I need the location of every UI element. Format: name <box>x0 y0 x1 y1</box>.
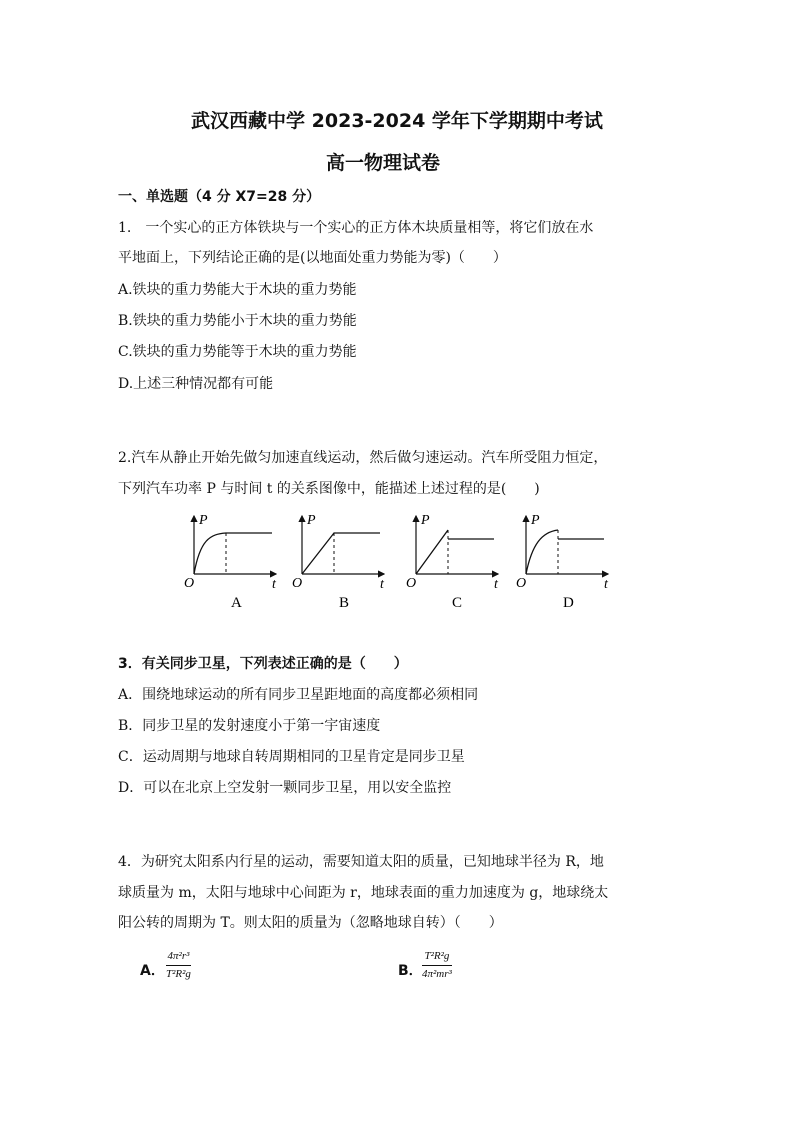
q2-graph-a-label: A <box>231 595 242 611</box>
q2-graph-c-x-label: t <box>494 577 498 592</box>
q4-stem-line3: 阳公转的周期为 T。则太阳的质量为（忽略地球自转）（ ） <box>118 915 503 931</box>
exam-title: 武汉西藏中学 2023-2024 学年下学期期中考试 <box>191 110 603 132</box>
q4-stem-line2: 球质量为 m，太阳与地球中心间距为 r，地球表面的重力加速度为 g，地球绕太 <box>118 885 609 901</box>
q2-graph-b-y-label: P <box>307 513 316 528</box>
q2-graph-options <box>180 510 620 614</box>
q4-stem-line1: 4．为研究太阳系内行星的运动，需要知道太阳的质量，已知地球半径为 R，地 <box>118 854 604 870</box>
q3-option-b: B．同步卫星的发射速度小于第一宇宙速度 <box>118 718 381 734</box>
q4-option-a-numerator: 4π²r³ <box>167 950 190 962</box>
q2-graph-b <box>292 513 385 611</box>
q2-graph-a-y-label: P <box>199 513 208 528</box>
q2-graph-c-y-label: P <box>421 513 430 528</box>
q3-option-a: A．围绕地球运动的所有同步卫星距地面的高度都必须相同 <box>118 687 479 703</box>
q4-option-a-label: A． <box>140 963 165 979</box>
q2-graph-d-x-label: t <box>604 577 608 592</box>
fraction-bar <box>422 965 452 966</box>
q4-option-a-fraction <box>166 950 191 981</box>
q2-graph-b-origin: O <box>292 576 303 591</box>
q2-graph-b-x-label: t <box>380 577 384 592</box>
q4-option-b-denominator: 4π²mr³ <box>422 968 452 980</box>
q4-option-b-fraction <box>422 950 452 981</box>
q2-graph-c-label: C <box>452 595 463 611</box>
q2-graph-d <box>516 513 609 611</box>
q3-stem: 3．有关同步卫星，下列表述正确的是（ ） <box>118 656 408 672</box>
q2-graph-d-y-label: P <box>531 513 540 528</box>
q1-option-b: B.铁块的重力势能小于木块的重力势能 <box>118 313 357 329</box>
q1-stem-line1: 1. 一个实心的正方体铁块与一个实心的正方体木块质量相等，将它们放在水 <box>118 220 594 236</box>
q1-stem-line2: 平地面上，下列结论正确的是(以地面处重力势能为零)（ ） <box>118 250 507 266</box>
q2-stem-line2: 下列汽车功率 P 与时间 t 的关系图像中，能描述上述过程的是( ) <box>118 481 540 497</box>
q2-graph-b-label: B <box>339 595 350 611</box>
q2-graph-a <box>184 513 277 611</box>
section-heading: 一、单选题（4 分 X7=28 分） <box>118 189 321 205</box>
q2-graph-d-label: D <box>563 595 574 611</box>
q3-option-c: C．运动周期与地球自转周期相同的卫星肯定是同步卫星 <box>118 749 465 765</box>
q1-option-a: A.铁块的重力势能大于木块的重力势能 <box>118 282 357 298</box>
q4-option-b-label: B． <box>398 963 423 979</box>
q2-graph-a-x-label: t <box>272 577 276 592</box>
q2-graph-c <box>406 513 499 611</box>
q1-option-d: D.上述三种情况都有可能 <box>118 376 274 392</box>
q2-graph-a-origin: O <box>184 576 195 591</box>
q4-option-a-denominator: T²R²g <box>166 968 191 980</box>
q2-graph-c-origin: O <box>406 576 417 591</box>
q2-stem-line1: 2.汽车从静止开始先做匀加速直线运动，然后做匀速运动。汽车所受阻力恒定， <box>118 450 608 466</box>
q3-option-d: D．可以在北京上空发射一颗同步卫星，用以安全监控 <box>118 780 452 796</box>
q4-option-b-numerator: T²R²g <box>424 950 450 962</box>
fraction-bar <box>166 965 191 966</box>
q2-graph-d-origin: O <box>516 576 527 591</box>
q1-option-c: C.铁块的重力势能等于木块的重力势能 <box>118 344 357 360</box>
exam-subtitle: 高一物理试卷 <box>325 152 440 174</box>
